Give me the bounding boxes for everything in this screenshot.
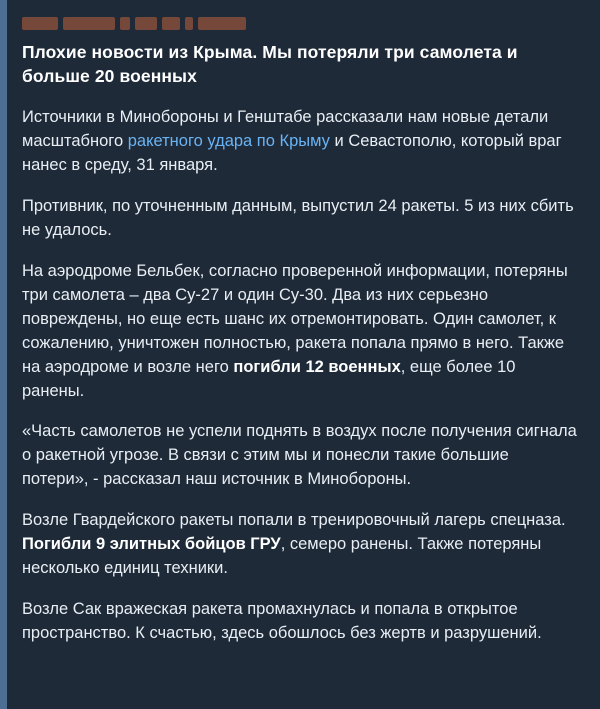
paragraph-text: и Севастополю, который враг нанес в среду, 31 января. [22, 132, 562, 175]
paragraph-text: «Часть самолетов не успели поднять в воздух после получения сигнала о ракетной угрозе. В связи с этим мы и понесли такие большие потери», - рассказал наш источник в Минобороны. [22, 422, 577, 489]
channel-name-redacted [22, 16, 578, 31]
post-body [22, 106, 578, 646]
paragraph-text: Возле Гвардейского ракеты попали в тренировочный лагерь спецназа. [22, 511, 566, 530]
paragraph-text: , семеро ранены. Также потеряны несколько единиц техники. [22, 535, 542, 578]
post-paragraph [22, 195, 578, 243]
emphasis-text: погибли 12 военных [233, 357, 401, 376]
inline-link[interactable]: ракетного удара по Крыму [127, 132, 330, 151]
paragraph-text: Противник, по уточненным данным, выпустил 24 ракеты. 5 из них сбить не удалось. [22, 197, 574, 239]
paragraph-text: На аэродроме Бельбек, согласно проверенной информации, потеряны три самолета – два Су-27 и один Су-30. Два из них серьезно повреждены, но еще есть шанс их отремонтировать. Один самолет, к сожалению, уничтожен полностью, ракета попала прямо в него. Также на аэродроме и возле него [22, 261, 568, 376]
post-paragraph [22, 509, 578, 581]
post-paragraph [22, 598, 578, 646]
paragraph-text: Возле Сак вражеская ракета промахнулась и попала в открытое пространство. К счастью, здесь обошлось без жертв и разрушений. [22, 599, 542, 642]
redaction-block [22, 17, 58, 30]
post-accent-bar [0, 0, 7, 709]
paragraph-text: Источники в Минобороны и Генштабе рассказали нам новые детали масштабного [22, 108, 549, 151]
post-paragraph [22, 420, 578, 492]
redaction-block [63, 17, 115, 30]
redaction-block [162, 17, 180, 30]
redaction-block [120, 17, 130, 30]
post-paragraph [22, 260, 578, 404]
redaction-block [135, 17, 157, 30]
post-title: Плохие новости из Крыма. Мы потеряли три самолета и больше 20 военных [22, 42, 518, 87]
emphasis-text: Погибли 9 элитных бойцов ГРУ [22, 535, 281, 554]
redaction-block [185, 17, 193, 30]
redaction-block [198, 17, 246, 30]
post-paragraph [22, 106, 578, 178]
paragraph-text: , еще более 10 ранены. [22, 357, 516, 400]
